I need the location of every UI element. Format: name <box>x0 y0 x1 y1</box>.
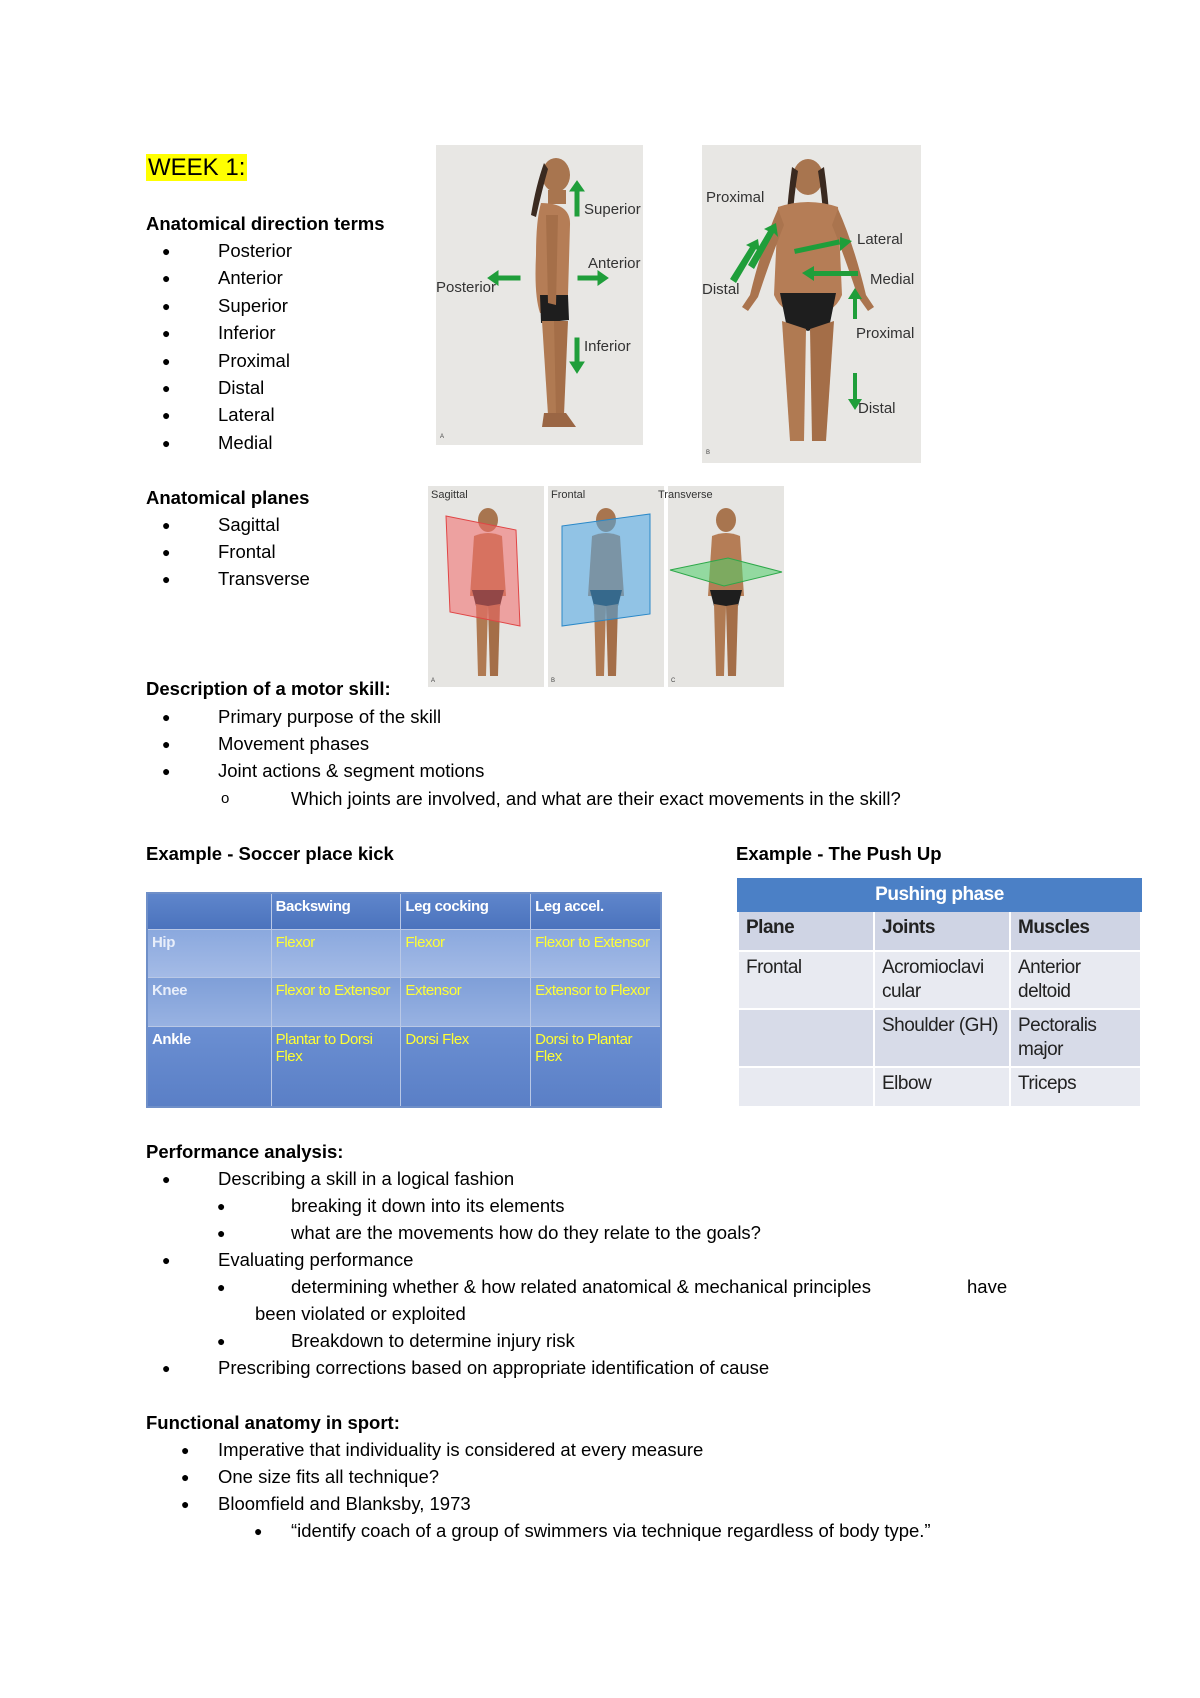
label-posterior: Posterior <box>436 279 497 296</box>
table-cell: Pectoralis major <box>1010 1009 1141 1067</box>
bullet-icon: ● <box>254 1523 263 1539</box>
plane-caption-b: B <box>551 678 556 684</box>
table-row <box>147 1026 661 1107</box>
bullet-icon: ● <box>162 1252 171 1268</box>
label-medial: Medial <box>870 271 915 288</box>
bullet-icon: ● <box>181 1496 190 1512</box>
pushup-col-muscles: Muscles <box>1010 911 1141 951</box>
list-item: Joint actions & segment motions <box>218 760 485 781</box>
table-cell: Dorsi Flex <box>401 1026 531 1107</box>
performance-heading: Performance analysis: <box>146 1141 344 1162</box>
pushup-col-joints: Joints <box>874 911 1010 951</box>
bullet-icon: ● <box>162 297 171 314</box>
table-cell: Flexor to Extensor <box>531 929 661 977</box>
performance-item-3: Prescribing corrections based on appropriate identification of cause <box>218 1357 770 1378</box>
bullet-icon: ● <box>162 709 171 725</box>
pushup-title-row <box>738 879 1141 911</box>
motor-sub-item: Which joints are involved, and what are their exact movements in the skill? <box>291 788 901 809</box>
performance-item-2: Evaluating performance <box>218 1249 414 1270</box>
bullet-icon: ● <box>162 571 171 587</box>
soccer-col-leg-accel: Leg accel. <box>531 893 661 929</box>
label-proximal-bottom: Proximal <box>856 325 915 342</box>
functional-sub-item: “identify coach of a group of swimmers via technique regardless of body type.” <box>291 1520 931 1541</box>
soccer-table <box>146 892 662 1108</box>
table-cell: Flexor <box>271 929 401 977</box>
performance-item-2-sub-2: Breakdown to determine injury risk <box>291 1330 575 1351</box>
list-item: One size fits all technique? <box>218 1466 440 1487</box>
functional-heading: Functional anatomy in sport: <box>146 1412 400 1433</box>
bullet-icon: ● <box>162 544 171 560</box>
front-caption: B <box>706 450 711 456</box>
bullet-icon: ● <box>162 1360 171 1376</box>
bullet-icon: ● <box>217 1198 226 1214</box>
motor-sub-bullet: o <box>221 790 230 807</box>
soccer-header-row <box>147 893 661 929</box>
bullet-icon: ● <box>162 763 171 779</box>
list-item: Anterior <box>218 267 283 289</box>
label-anterior: Anterior <box>588 255 641 272</box>
plane-label-frontal: Frontal <box>551 489 586 501</box>
bullet-icon: ● <box>217 1225 226 1241</box>
table-cell: Frontal <box>738 951 874 1009</box>
list-item: Distal <box>218 377 265 398</box>
table-row <box>147 978 661 1026</box>
list-item: Superior <box>218 294 288 316</box>
pushup-title: Pushing phase <box>738 879 1141 911</box>
table-cell: Extensor to Flexor <box>531 978 661 1026</box>
soccer-col-empty <box>147 893 271 929</box>
plane-caption-a: A <box>431 678 436 684</box>
bullet-icon: ● <box>162 352 171 369</box>
side-view-photo <box>436 145 643 445</box>
table-cell: Dorsi to Plantar Flex <box>531 1026 661 1107</box>
bullet-icon: ● <box>162 325 171 342</box>
direction-heading: Anatomical direction terms <box>146 213 385 234</box>
table-cell: Acromioclavi cular <box>874 951 1010 1009</box>
bullet-icon: ● <box>162 407 171 424</box>
performance-item-1: Describing a skill in a logical fashion <box>218 1168 515 1189</box>
pushup-table <box>737 878 1142 1108</box>
list-item: Medial <box>218 431 273 453</box>
list-item: Lateral <box>218 404 275 426</box>
table-cell <box>738 1009 874 1067</box>
pushup-heading: Example - The Push Up <box>736 843 942 864</box>
performance-item-2-sub-1-have: have <box>967 1276 1008 1297</box>
list-item: Transverse <box>218 568 310 589</box>
table-cell: Plantar to Dorsi Flex <box>271 1026 401 1107</box>
bullet-icon: ● <box>162 434 171 451</box>
list-item: Movement phases <box>218 733 370 754</box>
plane-photo-sagittal <box>428 486 544 687</box>
pushup-col-plane: Plane <box>738 911 874 951</box>
label-superior: Superior <box>584 201 641 218</box>
plane-photo-transverse <box>658 486 784 687</box>
list-item: Frontal <box>218 541 276 562</box>
bullet-icon: ● <box>217 1279 226 1295</box>
soccer-heading: Example - Soccer place kick <box>146 843 394 864</box>
side-caption: A <box>440 434 445 440</box>
table-row <box>147 929 661 977</box>
soccer-row-label: Ankle <box>147 1026 271 1107</box>
table-cell: Extensor <box>401 978 531 1026</box>
list-item: Posterior <box>218 240 293 261</box>
bullet-icon: ● <box>162 380 171 396</box>
bullet-icon: ● <box>181 1469 190 1485</box>
planes-heading: Anatomical planes <box>146 487 310 508</box>
plane-caption-c: C <box>671 678 676 684</box>
bullet-icon: ● <box>181 1442 190 1458</box>
list-item: Bloomfield and Blanksby, 1973 <box>218 1493 471 1514</box>
label-inferior: Inferior <box>584 338 631 355</box>
bullet-icon: ● <box>217 1333 226 1349</box>
table-cell: Flexor <box>401 929 531 977</box>
label-distal-left: Distal <box>702 281 740 298</box>
table-cell: Elbow <box>874 1067 1010 1107</box>
week-title: WEEK 1: <box>148 154 246 181</box>
plane-label-sagittal: Sagittal <box>431 489 468 501</box>
bullet-icon: ● <box>162 1171 171 1187</box>
label-distal-bottom: Distal <box>858 400 896 417</box>
performance-item-1-sub-1: breaking it down into its elements <box>291 1195 565 1216</box>
table-cell: Flexor to Extensor <box>271 978 401 1026</box>
motor-heading: Description of a motor skill: <box>146 678 391 699</box>
table-cell: Triceps <box>1010 1067 1141 1107</box>
plane-photo-frontal <box>548 486 664 687</box>
soccer-col-leg-cocking: Leg cocking <box>401 893 531 929</box>
performance-item-2-sub-1: determining whether & how related anatomical & mechanical principles <box>291 1276 871 1297</box>
table-row <box>738 1009 1141 1067</box>
front-view-photo <box>702 145 921 463</box>
bullet-icon: ● <box>162 270 171 287</box>
soccer-row-label: Hip <box>147 929 271 977</box>
bullet-icon: ● <box>162 517 171 533</box>
pushup-header-row <box>738 911 1141 951</box>
performance-item-1-sub-2: what are the movements how do they relate to the goals? <box>291 1222 761 1243</box>
table-row <box>738 1067 1141 1107</box>
list-item: Inferior <box>218 322 276 344</box>
list-item: Imperative that individuality is considered at every measure <box>218 1439 704 1460</box>
list-item: Proximal <box>218 349 290 371</box>
soccer-col-backswing: Backswing <box>271 893 401 929</box>
label-lateral: Lateral <box>857 231 903 248</box>
bullet-icon: ● <box>162 243 171 259</box>
label-proximal-top: Proximal <box>706 189 765 206</box>
table-cell <box>738 1067 874 1107</box>
plane-label-transverse: Transverse <box>658 489 713 501</box>
table-cell: Shoulder (GH) <box>874 1009 1010 1067</box>
bullet-icon: ● <box>162 736 171 752</box>
list-item: Sagittal <box>218 514 280 535</box>
list-item: Primary purpose of the skill <box>218 706 442 727</box>
table-row <box>738 951 1141 1009</box>
soccer-row-label: Knee <box>147 978 271 1026</box>
table-cell: Anterior deltoid <box>1010 951 1141 1009</box>
performance-item-2-sub-1-cont: been violated or exploited <box>255 1303 466 1324</box>
